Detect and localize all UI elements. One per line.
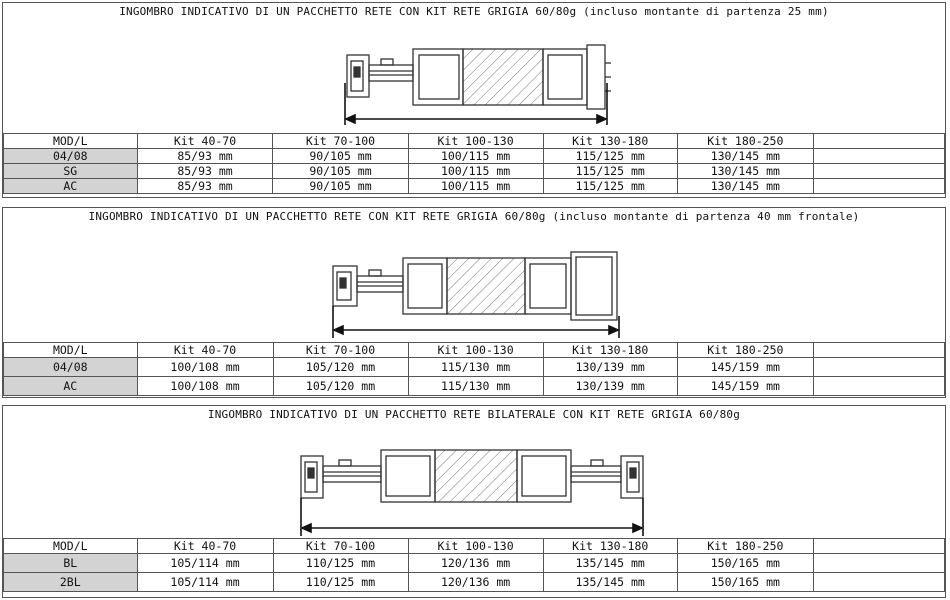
table-cell: 90/105 mm bbox=[273, 149, 408, 164]
table-cell: 150/165 mm bbox=[677, 554, 813, 573]
table-row bbox=[4, 554, 945, 573]
header-cell bbox=[813, 539, 944, 554]
header-cell: MOD/L bbox=[4, 539, 138, 554]
table-cell: 115/130 mm bbox=[408, 377, 543, 396]
header-cell: Kit 130-180 bbox=[543, 134, 677, 149]
table-header-row bbox=[4, 134, 945, 149]
table-cell: 130/145 mm bbox=[677, 164, 813, 179]
header-cell: Kit 130-180 bbox=[543, 539, 677, 554]
table-cell bbox=[813, 377, 944, 396]
header-cell: Kit 180-250 bbox=[677, 539, 813, 554]
table-row bbox=[4, 358, 945, 377]
table-cell bbox=[813, 358, 944, 377]
table-cell: 130/145 mm bbox=[677, 149, 813, 164]
table-cell: 100/115 mm bbox=[408, 149, 543, 164]
table-cell bbox=[813, 164, 944, 179]
table-cell: 110/125 mm bbox=[273, 573, 408, 592]
header-cell: Kit 180-250 bbox=[677, 134, 813, 149]
table-cell: 90/105 mm bbox=[273, 179, 408, 194]
table-cell: 100/108 mm bbox=[137, 358, 273, 377]
table-cell: 85/93 mm bbox=[137, 149, 273, 164]
table-cell: 115/125 mm bbox=[543, 179, 677, 194]
table-cell: 130/145 mm bbox=[677, 179, 813, 194]
table-cell: 120/136 mm bbox=[408, 573, 543, 592]
section-1-table bbox=[3, 133, 945, 194]
table-header-row bbox=[4, 343, 945, 358]
table-cell: 100/108 mm bbox=[137, 377, 273, 396]
model-cell: SG bbox=[4, 164, 138, 179]
table-cell: 85/93 mm bbox=[137, 164, 273, 179]
table-cell: 105/120 mm bbox=[273, 358, 408, 377]
header-cell: Kit 100-130 bbox=[408, 539, 543, 554]
header-cell: Kit 100-130 bbox=[408, 343, 543, 358]
table-cell: 135/145 mm bbox=[543, 573, 677, 592]
table-row bbox=[4, 179, 945, 194]
section-2-table bbox=[3, 342, 945, 396]
table-cell bbox=[813, 554, 944, 573]
header-cell: Kit 40-70 bbox=[137, 343, 273, 358]
section-1-panel bbox=[2, 2, 946, 198]
table-cell: 105/120 mm bbox=[273, 377, 408, 396]
model-cell: 04/08 bbox=[4, 149, 138, 164]
section-2-panel bbox=[2, 207, 946, 398]
header-cell: Kit 70-100 bbox=[273, 343, 408, 358]
table-cell: 130/139 mm bbox=[543, 358, 677, 377]
model-cell: AC bbox=[4, 377, 138, 396]
table-header-row bbox=[4, 539, 945, 554]
header-cell: Kit 40-70 bbox=[137, 134, 273, 149]
header-cell bbox=[813, 343, 944, 358]
header-cell: Kit 70-100 bbox=[273, 134, 408, 149]
table-row bbox=[4, 573, 945, 592]
header-cell bbox=[813, 134, 944, 149]
profile-diagram-1 bbox=[3, 21, 943, 133]
table-cell: 145/159 mm bbox=[677, 358, 813, 377]
table-cell: 115/130 mm bbox=[408, 358, 543, 377]
table-cell: 135/145 mm bbox=[543, 554, 677, 573]
header-cell: Kit 130-180 bbox=[543, 343, 677, 358]
section-3-table bbox=[3, 538, 945, 592]
table-cell bbox=[813, 179, 944, 194]
table-cell: 130/139 mm bbox=[543, 377, 677, 396]
table-row bbox=[4, 377, 945, 396]
table-row bbox=[4, 164, 945, 179]
header-cell: Kit 100-130 bbox=[408, 134, 543, 149]
table-cell: 85/93 mm bbox=[137, 179, 273, 194]
table-cell: 120/136 mm bbox=[408, 554, 543, 573]
header-cell: Kit 180-250 bbox=[677, 343, 813, 358]
table-row bbox=[4, 149, 945, 164]
header-cell: Kit 40-70 bbox=[137, 539, 273, 554]
table-cell: 90/105 mm bbox=[273, 164, 408, 179]
section-3-panel bbox=[2, 405, 946, 598]
table-cell: 115/125 mm bbox=[543, 164, 677, 179]
table-cell: 100/115 mm bbox=[408, 179, 543, 194]
profile-diagram-2 bbox=[3, 226, 943, 342]
header-cell: MOD/L bbox=[4, 134, 138, 149]
profile-diagram-3 bbox=[3, 428, 943, 540]
table-cell: 145/159 mm bbox=[677, 377, 813, 396]
model-cell: AC bbox=[4, 179, 138, 194]
table-cell: 105/114 mm bbox=[137, 554, 273, 573]
model-cell: 04/08 bbox=[4, 358, 138, 377]
table-cell: 100/115 mm bbox=[408, 164, 543, 179]
model-cell: 2BL bbox=[4, 573, 138, 592]
table-cell: 105/114 mm bbox=[137, 573, 273, 592]
model-cell: BL bbox=[4, 554, 138, 573]
section-2-title: INGOMBRO INDICATIVO DI UN PACCHETTO RETE CON KIT RETE GRIGIA 60/80g (incluso montante di partenza 40 mm frontale) bbox=[88, 210, 860, 223]
header-cell: MOD/L bbox=[4, 343, 138, 358]
table-cell bbox=[813, 573, 944, 592]
table-cell: 150/165 mm bbox=[677, 573, 813, 592]
table-cell: 110/125 mm bbox=[273, 554, 408, 573]
section-1-title: INGOMBRO INDICATIVO DI UN PACCHETTO RETE CON KIT RETE GRIGIA 60/80g (incluso montante di partenza 25 mm) bbox=[119, 5, 829, 18]
section-3-title: INGOMBRO INDICATIVO DI UN PACCHETTO RETE BILATERALE CON KIT RETE GRIGIA 60/80g bbox=[207, 408, 741, 421]
table-cell bbox=[813, 149, 944, 164]
table-cell: 115/125 mm bbox=[543, 149, 677, 164]
header-cell: Kit 70-100 bbox=[273, 539, 408, 554]
